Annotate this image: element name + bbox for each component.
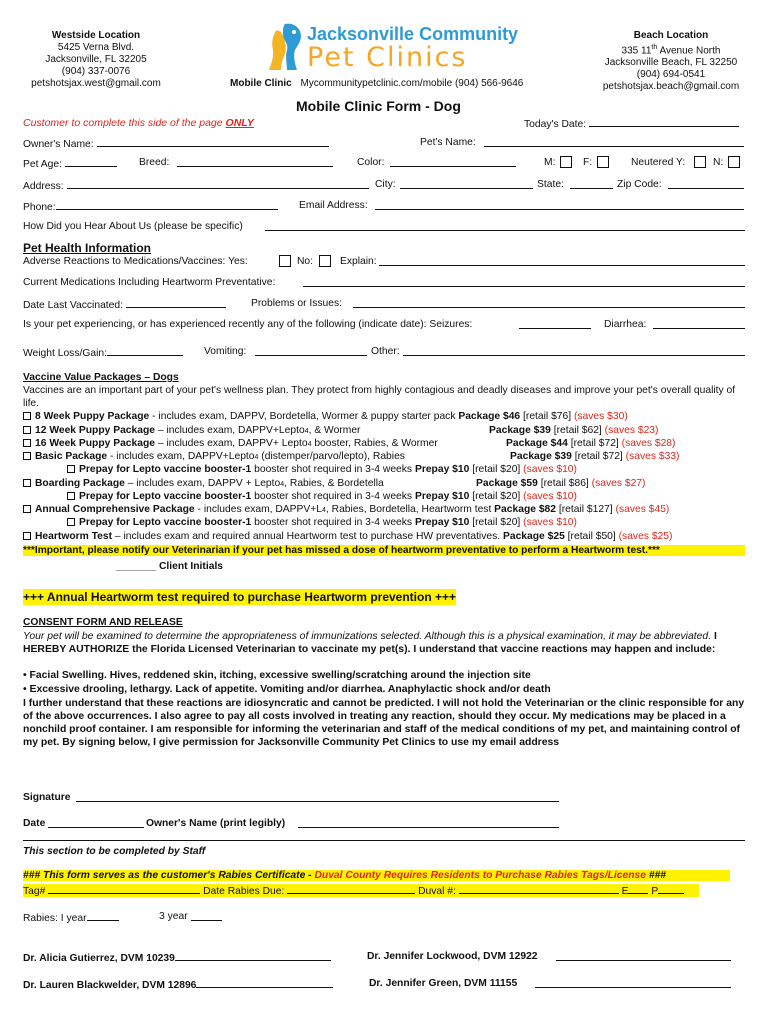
rabies-3-year-input[interactable] <box>191 911 222 921</box>
beach-email: petshotsjax.beach@gmail.com <box>602 81 740 93</box>
vomiting-label: Vomiting: <box>204 346 247 357</box>
logo-line2: Pet Clinics <box>307 42 468 73</box>
diarrhea-input[interactable] <box>653 319 745 329</box>
client-initials[interactable]: _______ Client Initials <box>116 561 224 572</box>
pet-health-title: Pet Health Information <box>23 241 152 255</box>
reaction-bullet-1: • Facial Swelling. Hives, reddened skin, itching, excessive swelling/scratching around the injection site <box>23 670 531 681</box>
prepay-lepto-2[interactable]: Prepay for Lepto vaccine booster-1 booster shot required in 3-4 weeks Prepay $10 [retail $20] (saves $10) <box>67 491 747 502</box>
owner-name-input[interactable] <box>97 137 329 147</box>
diarrhea-label: Diarrhea: <box>604 319 647 330</box>
male-label: M: <box>544 157 556 168</box>
city-input[interactable] <box>400 179 533 189</box>
experience-row <box>23 319 745 330</box>
vet-gutierrez-sign[interactable] <box>175 951 331 961</box>
male-checkbox[interactable] <box>560 156 572 168</box>
date-vacc-label: Date Last Vaccinated: <box>23 300 126 311</box>
breed-label: Breed: <box>139 157 170 168</box>
pet-info-row <box>23 157 745 170</box>
duval-label: Duval #: <box>418 886 459 897</box>
pet-name-label: Pet's Name: <box>420 137 476 148</box>
phone-input[interactable] <box>56 200 278 210</box>
problems-label: Problems or Issues: <box>251 298 342 309</box>
city-label: City: <box>375 179 396 190</box>
neutered-yes-checkbox[interactable] <box>694 156 706 168</box>
beach-city: Jacksonville Beach, FL 32250 <box>604 57 738 69</box>
vet-green-sign[interactable] <box>535 978 731 988</box>
tag-row <box>23 884 699 897</box>
female-checkbox[interactable] <box>597 156 609 168</box>
address-row <box>23 179 745 192</box>
zip-label: Zip Code: <box>617 179 662 190</box>
pet-age-label: Pet Age: <box>23 159 65 170</box>
color-label: Color: <box>357 157 385 168</box>
prepay-lepto-3-checkbox[interactable] <box>67 518 75 526</box>
p-input[interactable] <box>658 884 684 894</box>
signature-row <box>23 792 745 803</box>
vaccine-title: Vaccine Value Packages – Dogs <box>23 372 179 383</box>
staff-note: This section to be completed by Staff <box>23 846 206 857</box>
vet-row-2 <box>23 978 745 991</box>
owner-name-label: Owner's Name: <box>23 139 97 150</box>
meds-row <box>23 277 745 288</box>
vomiting-input[interactable] <box>255 346 367 356</box>
westside-street: 5425 Verna Blvd. <box>57 42 135 53</box>
weight-input[interactable] <box>107 346 183 356</box>
owner-row <box>23 137 745 150</box>
e-input[interactable] <box>628 884 648 894</box>
zip-input[interactable] <box>668 179 744 189</box>
package-16-week[interactable]: 16 Week Puppy Package – includes exam, DAPPV+ Lepto4 booster, Rabies, & Wormer Package $44 [retail $72] (saves $28) <box>23 438 745 449</box>
vet-lockwood: Dr. Jennifer Lockwood, DVM 12922 <box>367 951 538 962</box>
reaction-bullet-2: • Excessive drooling, lethargy. Lack of appetite. Vomiting and/or diarrhea. Anaphylactic shock and/or death <box>23 684 551 695</box>
rabies-3-year-label: 3 year <box>159 911 188 922</box>
owner-print-label: Owner's Name (print legibly) <box>146 818 286 829</box>
vet-row-1 <box>23 951 745 964</box>
weight-label: Weight Loss/Gain: <box>23 348 107 359</box>
beach-title: Beach Location <box>633 30 709 41</box>
address-label: Address: <box>23 181 67 192</box>
other-label: Other: <box>371 346 400 357</box>
date-vacc-input[interactable] <box>126 298 226 308</box>
email-input[interactable] <box>375 200 744 210</box>
color-input[interactable] <box>390 157 516 167</box>
prepay-lepto-2-checkbox[interactable] <box>67 492 75 500</box>
pet-name-input[interactable] <box>484 137 744 147</box>
adverse-no-label: No: <box>297 256 314 267</box>
signature-input[interactable] <box>76 792 559 802</box>
package-annual[interactable]: Annual Comprehensive Package - includes exam, DAPPV+L4, Rabies, Bordetella, Heartworm test Package $82 [retail $127] (saves $45) <box>23 504 745 515</box>
vet-blackwelder: Dr. Lauren Blackwelder, DVM 12896 <box>23 980 197 991</box>
vacc-date-row <box>23 298 745 311</box>
package-boarding-checkbox[interactable] <box>23 479 31 487</box>
heartworm-banner: +++ Annual Heartworm test required to purchase Heartworm prevention +++ <box>23 590 457 604</box>
package-12-week-checkbox[interactable] <box>23 426 31 434</box>
westside-address <box>22 30 170 90</box>
current-meds-input[interactable] <box>303 277 745 287</box>
vet-green: Dr. Jennifer Green, DVM 11155 <box>369 978 518 989</box>
pet-silhouette-icon <box>263 20 309 78</box>
adverse-row <box>23 256 745 267</box>
westside-title: Westside Location <box>51 30 141 41</box>
important-notice: ***Important, please notify our Veterinarian if your pet has missed a dose of heartworm preventative to perform a Heartworm test.*** <box>23 545 745 556</box>
package-heartworm-checkbox[interactable] <box>23 532 31 540</box>
logo-line1: Jacksonville Community <box>307 24 519 44</box>
problems-input[interactable] <box>353 298 745 308</box>
todays-date-field[interactable]: Today's Date: <box>524 117 739 130</box>
date-label: Date <box>23 818 46 829</box>
consent-title: CONSENT FORM AND RELEASE <box>23 617 183 628</box>
vet-blackwelder-sign[interactable] <box>196 978 333 988</box>
mobile-clinic-info <box>230 78 523 89</box>
owner-print-input[interactable] <box>298 818 559 828</box>
staff-divider <box>23 840 745 841</box>
vaccine-intro: Vaccines are an important part of your pet's wellness plan. They protect from highly contagious and deadly diseases and improve your pet's overall quality of life. <box>23 385 736 409</box>
signature-label: Signature <box>23 792 71 803</box>
neutered-no-label: N: <box>713 157 724 168</box>
weight-row <box>23 346 745 359</box>
rabies-row <box>23 911 745 924</box>
duval-input[interactable] <box>459 884 619 894</box>
rabies-1-year-label: Rabies: I year <box>23 913 87 924</box>
neutered-label: Neutered Y: <box>631 157 686 168</box>
adverse-yes-checkbox[interactable] <box>279 255 291 267</box>
vet-gutierrez: Dr. Alicia Gutierrez, DVM 10239 <box>23 953 175 964</box>
phone-label: Phone: <box>23 202 56 213</box>
phone-row <box>23 200 745 213</box>
consent-intro: Your pet will be examined to determine the appropriateness of immunizations selected. Although this is a physical examination, it may be abbreviated. I HEREBY AUTHORIZE the Florida Licensed Veterinarian to vaccinate my pet(s). I understand that vaccine reactions may happen and include: <box>23 631 717 655</box>
mobile-clinic-contact: Mycommunitypetclinic.com/mobile (904) 566-9646 <box>300 78 524 89</box>
p-label: P <box>651 886 659 897</box>
other-input[interactable] <box>403 346 745 356</box>
prepay-lepto-1-checkbox[interactable] <box>67 465 75 473</box>
date-due-label: Date Rabies Due: <box>203 886 288 897</box>
seizures-input[interactable] <box>519 319 591 329</box>
experiencing-label: Is your pet experiencing, or has experienced recently any of the following (indicate date): Seizures: <box>23 319 473 330</box>
date-due-input[interactable] <box>287 884 415 894</box>
westside-phone: (904) 337-0076 <box>61 66 131 77</box>
package-8-week-checkbox[interactable] <box>23 412 31 420</box>
e-label: E <box>621 886 629 897</box>
hear-label: How Did you Hear About Us (please be specific) <box>23 221 243 232</box>
email-label: Email Address: <box>299 200 368 211</box>
tag-label: Tag# <box>23 886 49 897</box>
package-basic-checkbox[interactable] <box>23 452 31 460</box>
beach-street: 335 11th Avenue North <box>621 44 721 57</box>
form-title: Mobile Clinic Form - Dog <box>296 98 461 114</box>
westside-email: petshotsjax.west@gmail.com <box>31 78 161 89</box>
beach-phone: (904) 694-0541 <box>636 69 706 81</box>
address-input[interactable] <box>67 179 369 189</box>
package-8-week[interactable]: 8 Week Puppy Package - includes exam, DAPPV, Bordetella, Wormer & puppy starter pack Package $46 [retail $76] (saves $30) <box>23 411 745 422</box>
female-label: F: <box>583 157 593 168</box>
consent-body: I further understand that these reactions are idiosyncratic and cannot be predicted. I will not hold the Veterinarian or the clinic responsible for any of the above occurrences. I also agree to pay all costs involved in treating any reaction, should they occur. My medications may be placed in a nonchild proof container. I am responsible for informing the veterinarian and staff of the medical conditions of my pet, and maintaining control of my pet. By signing below, I give permission for Jacksonville Community Pet Clinics to use my email address <box>23 698 745 748</box>
date-input[interactable] <box>48 818 144 828</box>
state-label: State: <box>537 179 564 190</box>
prepay-lepto-3[interactable]: Prepay for Lepto vaccine booster-1 booster shot required in 3-4 weeks Prepay $10 [retail $20] (saves $10) <box>67 517 747 528</box>
package-16-week-checkbox[interactable] <box>23 439 31 447</box>
package-basic[interactable]: Basic Package - includes exam, DAPPV+Lepto4 (distemper/parvo/lepto), Rabies Package $39 [retail $72] (saves $33) <box>23 451 745 462</box>
rabies-1-year-input[interactable] <box>87 911 119 921</box>
hear-row <box>23 221 745 232</box>
neutered-no-checkbox[interactable] <box>728 156 740 168</box>
package-heartworm[interactable]: Heartworm Test – includes exam and required annual Heartworm test to purchase HW preventatives. Package $25 [retail $50] (saves $25) <box>23 531 745 542</box>
explain-input[interactable] <box>379 256 745 266</box>
adverse-no-checkbox[interactable] <box>319 255 331 267</box>
package-boarding[interactable]: Boarding Package – includes exam, DAPPV + Lepto4, Rabies, & Bordetella Package $59 [retail $86] (saves $27) <box>23 478 745 489</box>
package-12-week[interactable]: 12 Week Puppy Package – includes exam, DAPPV+Lepto4, & Wormer Package $39 [retail $62] (saves $23) <box>23 425 745 436</box>
hear-input[interactable] <box>265 221 745 231</box>
rabies-notice: ### This form serves as the customer's Rabies Certificate - Duval County Requires Residents to Purchase Rabies Tags/License ### <box>23 870 730 881</box>
westside-city: Jacksonville, FL 32205 <box>45 54 147 65</box>
explain-label: Explain: <box>340 256 377 267</box>
state-input[interactable] <box>570 179 613 189</box>
clinic-logo <box>263 20 519 78</box>
pet-age-input[interactable] <box>65 157 117 167</box>
mobile-clinic-label: Mobile Clinic <box>230 78 292 89</box>
tag-input[interactable] <box>48 884 200 894</box>
prepay-lepto-1[interactable]: Prepay for Lepto vaccine booster-1 booster shot required in 3-4 weeks Prepay $10 [retail $20] (saves $10) <box>67 464 747 475</box>
adverse-label: Adverse Reactions to Medications/Vaccines: Yes: <box>23 256 248 267</box>
vet-lockwood-sign[interactable] <box>556 951 731 961</box>
date-owner-row <box>23 818 745 829</box>
current-meds-label: Current Medications Including Heartworm Preventative: <box>23 277 276 288</box>
breed-input[interactable] <box>177 157 333 167</box>
package-annual-checkbox[interactable] <box>23 505 31 513</box>
customer-note: Customer to complete this side of the page ONLY <box>23 117 254 129</box>
beach-address <box>596 30 746 93</box>
